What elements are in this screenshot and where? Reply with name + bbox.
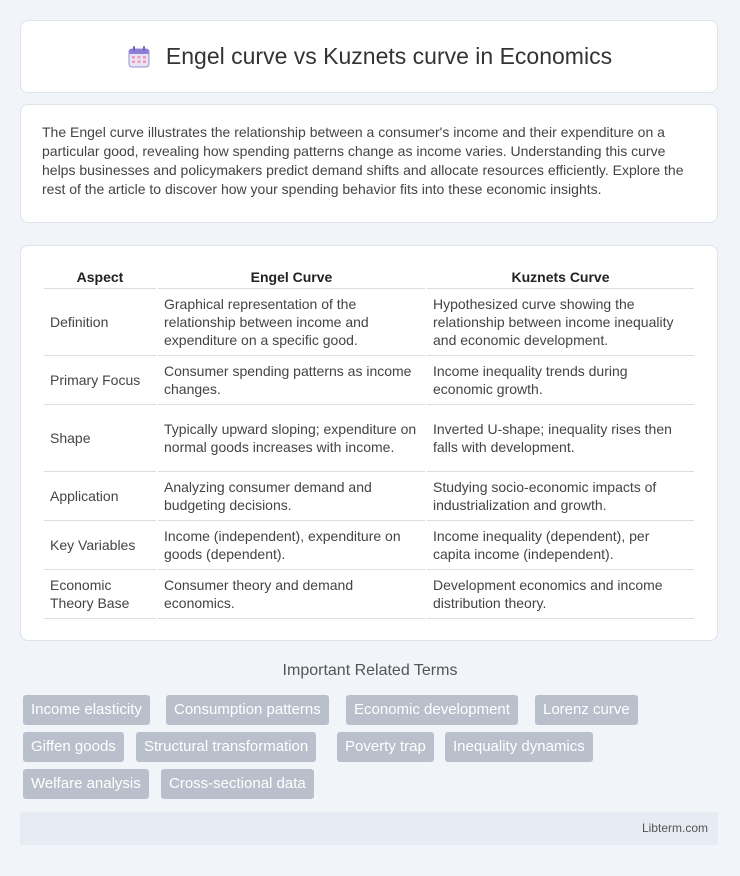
table-row bbox=[44, 521, 694, 570]
title-card bbox=[20, 20, 718, 93]
row-engel: Graphical representation of the relationship between income and expenditure on a specific good. bbox=[158, 289, 425, 356]
row-aspect: Key Variables bbox=[44, 521, 156, 570]
tag-welfare-analysis[interactable]: Welfare analysis bbox=[23, 769, 149, 799]
calendar-icon bbox=[126, 44, 152, 70]
comparison-table-card bbox=[20, 245, 718, 641]
row-kuznets: Income inequality (dependent), per capita income (independent). bbox=[427, 521, 694, 570]
row-aspect: Primary Focus bbox=[44, 356, 156, 405]
table-row bbox=[44, 472, 694, 521]
tag-income-elasticity[interactable]: Income elasticity bbox=[23, 695, 150, 725]
intro-text: The Engel curve illustrates the relationship between a consumer's income and their expenditure on a particular good, revealing how spending patterns change as income varies. Understanding this curve helps businesses and policymakers predict demand shifts and allocate resources efficiently. Explore the rest of the article to discover how your spending behavior fits into these economic insights. bbox=[42, 124, 684, 197]
page-title: Engel curve vs Kuznets curve in Economics bbox=[165, 43, 613, 69]
table-row bbox=[44, 356, 694, 405]
row-kuznets: Hypothesized curve showing the relationship between income inequality and economic development. bbox=[427, 289, 694, 356]
comparison-table bbox=[42, 264, 696, 619]
tag-inequality-dynamics[interactable]: Inequality dynamics bbox=[445, 732, 593, 762]
row-aspect: Shape bbox=[44, 405, 156, 472]
tag-cross-sectional-data[interactable]: Cross-sectional data bbox=[161, 769, 314, 799]
row-kuznets: Development economics and income distribution theory. bbox=[427, 570, 694, 619]
tag-economic-development[interactable]: Economic development bbox=[346, 695, 518, 725]
tag-consumption-patterns[interactable]: Consumption patterns bbox=[166, 695, 329, 725]
table-header-row bbox=[44, 264, 694, 289]
tag-lorenz-curve[interactable]: Lorenz curve bbox=[535, 695, 638, 725]
table-row bbox=[44, 570, 694, 619]
row-engel: Typically upward sloping; expenditure on normal goods increases with income. bbox=[158, 405, 425, 472]
row-aspect: Economic Theory Base bbox=[44, 570, 156, 619]
tag-poverty-trap[interactable]: Poverty trap bbox=[337, 732, 434, 762]
header-aspect: Aspect bbox=[44, 264, 156, 289]
header-kuznets: Kuznets Curve bbox=[427, 264, 694, 289]
table-row bbox=[44, 289, 694, 356]
row-engel: Analyzing consumer demand and budgeting decisions. bbox=[158, 472, 425, 521]
row-engel: Income (independent), expenditure on goods (dependent). bbox=[158, 521, 425, 570]
footer-site-link[interactable]: Libterm.com bbox=[641, 821, 708, 835]
row-aspect: Definition bbox=[44, 289, 156, 356]
footer bbox=[20, 812, 718, 845]
row-kuznets: Income inequality trends during economic growth. bbox=[427, 356, 694, 405]
related-terms-heading: Important Related Terms bbox=[282, 662, 458, 679]
intro-card bbox=[20, 104, 718, 223]
row-kuznets: Inverted U-shape; inequality rises then falls with development. bbox=[427, 405, 694, 472]
header-engel: Engel Curve bbox=[158, 264, 425, 289]
row-aspect: Application bbox=[44, 472, 156, 521]
table-row bbox=[44, 405, 694, 472]
tag-structural-transformation[interactable]: Structural transformation bbox=[136, 732, 316, 762]
row-engel: Consumer theory and demand economics. bbox=[158, 570, 425, 619]
row-kuznets: Studying socio-economic impacts of industrialization and growth. bbox=[427, 472, 694, 521]
row-engel: Consumer spending patterns as income changes. bbox=[158, 356, 425, 405]
tag-giffen-goods[interactable]: Giffen goods bbox=[23, 732, 124, 762]
